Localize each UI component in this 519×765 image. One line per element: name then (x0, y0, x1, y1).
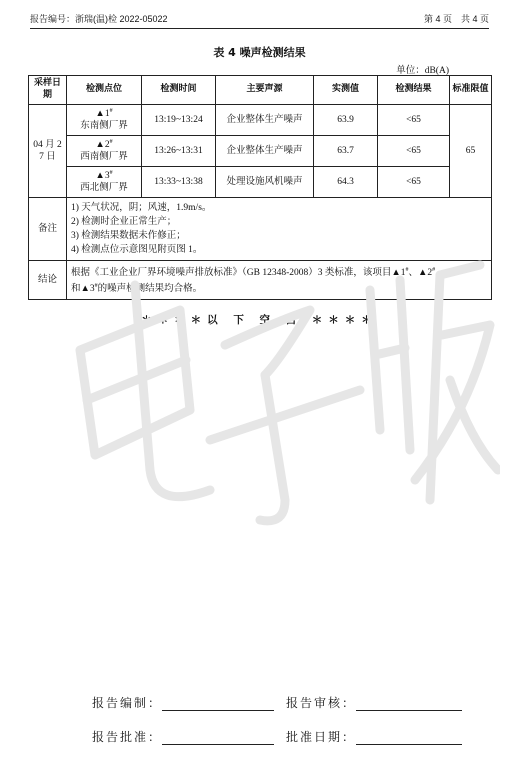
point-marker: ▲1# (95, 107, 113, 119)
compiled-by-label: 报告编制： (92, 696, 163, 710)
time-cell: 13:26~13:31 (142, 136, 216, 167)
noise-result-table (28, 75, 492, 300)
signature-row-2 (92, 728, 462, 745)
note-item: 3) 检测结果数据未作修正； (71, 231, 186, 241)
point-name: 西北侧厂界 (80, 183, 128, 194)
note-item: 1) 天气状况，阴；风速，1.9m/s。 (71, 203, 212, 213)
result-cell: <65 (378, 105, 450, 136)
source-cell: 企业整体生产噪声 (216, 105, 314, 136)
point-marker: ▲3# (95, 169, 113, 181)
result-cell: <65 (378, 136, 450, 167)
reviewed-by-label: 报告审核： (286, 696, 357, 710)
reviewed-by-field (356, 696, 462, 711)
page-number: 第 4 页 共 4 页 (423, 14, 489, 24)
end-of-content-marker: ＊＊＊＊以 下 空 白 ＊＊＊＊ (141, 314, 378, 326)
value-cell: 63.7 (314, 136, 378, 167)
source-cell: 企业整体生产噪声 (216, 136, 314, 167)
table-row (29, 167, 492, 198)
conclusion-text: 根据《工业企业厂界环境噪声排放标准》（GB 12348-2008）3 类标准，该项目▲1#、▲2# 和▲3#的噪声检测结果均合格。 (67, 261, 492, 300)
note-item: 4) 检测点位示意图见附页图 1。 (71, 245, 203, 255)
point-marker: ▲2# (95, 138, 113, 150)
value-cell: 64.3 (314, 167, 378, 198)
time-cell: 13:33~13:38 (142, 167, 216, 198)
notes-row (29, 198, 492, 261)
point-name: 东南侧厂界 (80, 121, 128, 132)
note-item: 2) 检测时企业正常生产； (71, 217, 177, 227)
sampling-date: 04 月 27 日 (29, 105, 67, 198)
col-header-point: 检测点位 (67, 76, 142, 105)
watermark-text (80, 265, 498, 521)
approved-by-label: 报告批准： (92, 730, 163, 744)
table-title: 表 4 噪声检测结果 (213, 46, 306, 59)
value-cell: 63.9 (314, 105, 378, 136)
point-cell (67, 105, 142, 136)
compiled-by-field (162, 696, 274, 711)
col-header-value: 实测值 (314, 76, 378, 105)
col-header-limit: 标准限值 (450, 76, 492, 105)
table-row (29, 136, 492, 167)
signature-row-1 (92, 694, 462, 711)
point-name: 西南侧厂界 (80, 152, 128, 163)
conclusion-row (29, 261, 492, 300)
source-cell: 处理设施风机噪声 (216, 167, 314, 198)
col-header-time: 检测时间 (142, 76, 216, 105)
point-cell (67, 167, 142, 198)
standard-limit: 65 (450, 105, 492, 198)
approval-date-label: 批准日期： (286, 730, 357, 744)
approved-by-field (162, 730, 274, 745)
page-header (30, 12, 489, 29)
point-cell (67, 136, 142, 167)
col-header-source: 主要声源 (216, 76, 314, 105)
unit-label: 单位：dB(A) (396, 66, 449, 76)
table-header-row (29, 76, 492, 105)
result-cell: <65 (378, 167, 450, 198)
conclusion-label: 结论 (29, 261, 67, 300)
col-header-result: 检测结果 (378, 76, 450, 105)
table-row (29, 105, 492, 136)
approval-date-field (356, 730, 462, 745)
report-number: 报告编号：浙瑞(温)检 2022-05022 (30, 14, 168, 24)
notes-content (67, 198, 492, 261)
notes-label: 备注 (29, 198, 67, 261)
time-cell: 13:19~13:24 (142, 105, 216, 136)
col-header-date: 采样日期 (29, 76, 67, 105)
